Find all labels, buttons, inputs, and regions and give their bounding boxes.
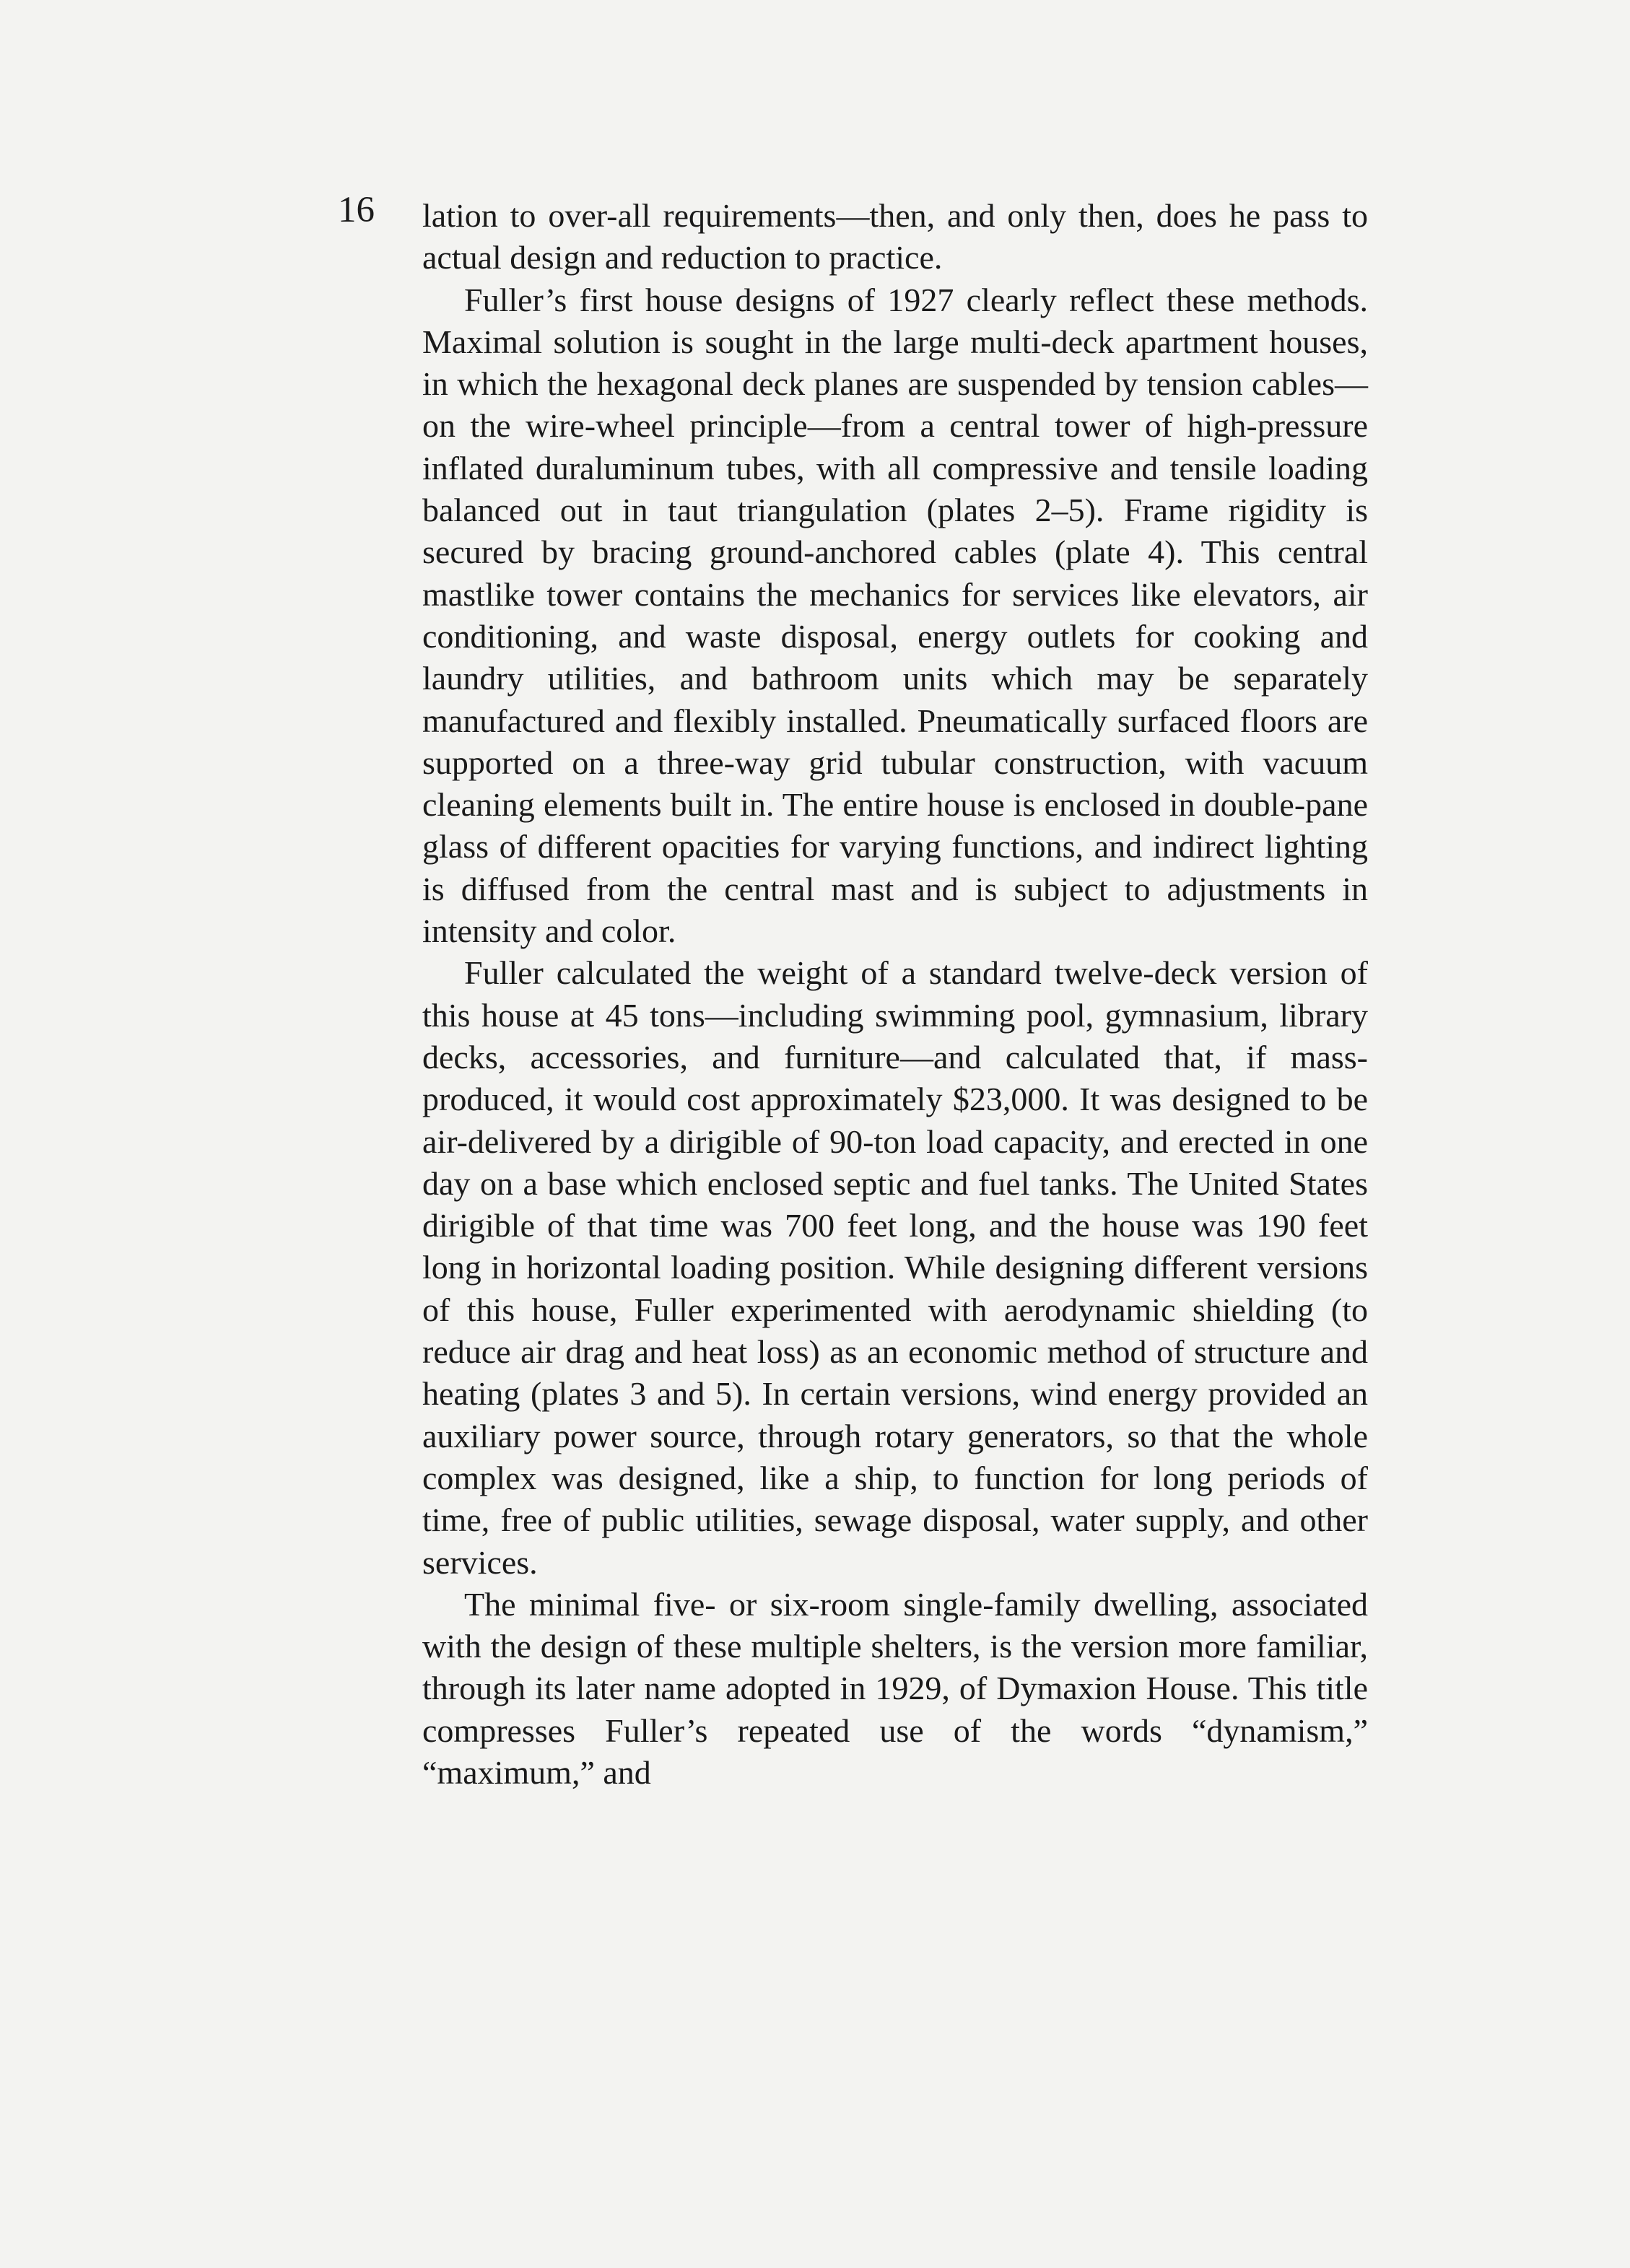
paragraph-4: The minimal five- or six-room single-family dwelling, associated with the design of these multiple shelters, is the version more familiar, through its later name adopted in 1929, of Dymaxion House. This title compresses Fuller’s repeated use of the words “dynamism,” “maximum,” and xyxy=(422,1585,1368,1791)
paragraph-3: Fuller calculated the weight of a standard twelve-deck version of this house at 45 tons—including swimming pool, gymnasium, library decks, accessories, and furniture—and calculated that, if mass-produced, it would cost approximately $23,000. It was designed to be air-delivered by a dirigible of 90-ton load capacity, and erected in one day on a base which enclosed septic and fuel tanks. The United States dirigible of that time was 700 feet long, and the house was 190 feet long in horizontal loading position. While designing different versions of this house, Fuller experimented with aerodynamic shielding (to reduce air drag and heat loss) as an economic method of structure and heating (plates 3 and 5). In certain versions, wind energy provided an auxiliary power source, through rotary generators, so that the whole complex was designed, like a ship, to function for long periods of time, free of public utilities, sewage disposal, water supply, and other services. xyxy=(422,954,1368,1581)
paragraph-2: Fuller’s first house designs of 1927 clearly reflect these methods. Maximal solution is sought in the large multi-deck apartment houses, in which the hexagonal deck planes are suspended by tension cables—on the wire-wheel principle—from a central tower of high-pressure inflated duraluminum tubes, with all compressive and tensile loading balanced out in taut triangulation (plates 2–5). Frame rigidity is secured by bracing ground-anchored cables (plate 4). This central mastlike tower contains the mechanics for services like elevators, air conditioning, and waste disposal, energy outlets for cooking and laundry utilities, and bathroom units which may be separately manufactured and flexibly installed. Pneumatically surfaced floors are supported on a three-way grid tubular construction, with vacuum cleaning elements built in. The entire house is enclosed in double-pane glass of different opacities for varying functions, and indirect lighting is diffused from the central mast and is subject to adjustments in intensity and color. xyxy=(422,281,1368,950)
body-text xyxy=(422,195,1368,1794)
page-number: 16 xyxy=(338,190,375,230)
paragraph-1: lation to over-all requirements—then, and only then, does he pass to actual design and reduction to practice. xyxy=(422,197,1368,276)
